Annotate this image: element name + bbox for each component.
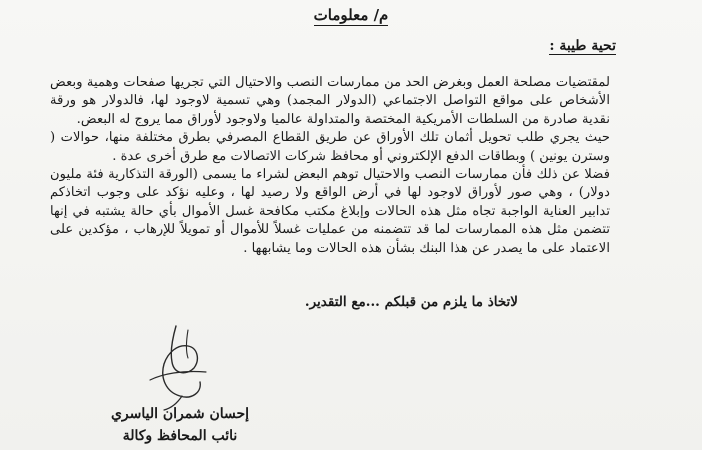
paragraph-2: حيث يجري طلب تحويل أثمان تلك الأوراق عن طريق القطاع المصرفي بطرق مختلفة منها، حوالات ( وسترن يونين ) وبطاقات الدفع الإلكتروني أو محافظ شركات الاتصالات مع طرق أخرى عدة . [50,130,610,164]
closing-line: لاتخاذ ما يلزم من قبلكم ...مع التقدير. [304,294,518,310]
greeting [549,38,616,54]
paragraph-1: لمقتضيات مصلحة العمل وبغرض الحد من ممارسات النصب والاحتيال التي تجريها صفحات وهمية وبعض الأشخاص على مواقع التواصل الاجتماعي (الدولار المجمد) وهي تسمية لاوجود لها، فالدولار هو ورقة نقدية صادرة من السلطات الأمريكية المختصة والمتداولة عالميا ولاوجود لأوراق مما يروج له البعض. [50,75,610,127]
signatory-title: نائب المحافظ وكالة [122,428,238,444]
greeting-text: تحية طيبة : [549,38,616,54]
paragraph-3: فضلا عن ذلك فأن ممارسات النصب والاحتيال توهم البعض لشراء ما يسمى (الورقة التذكارية فئة مليون دولار) ، وهي صور لأوراق لاوجود لها في أرض الواقع ولا رصيد لها ، وعليه نؤكد على وجوب اتخاذكم تدابير العناية الواجبة تجاه مثل هذه الحالات وإبلاغ مكتب مكافحة غسل الأموال بأي حالة يشتبه في إنها تتضمن مثل هذه الممارسات لما قد تتضمنه من عمليات غسلاً للأموال أو تمويلاً للإرهاب ، مؤكدين على الاعتماد على ما يصدر عن هذا البنك بشأن هذه الحالات وما يشابهها . [50,167,610,256]
subject-text: م/ معلومات [313,6,389,24]
signatory-name: إحسان شمران الياسري [110,406,250,422]
document-subject [0,6,702,24]
handwritten-signature [142,322,212,412]
letter-body [50,74,610,258]
